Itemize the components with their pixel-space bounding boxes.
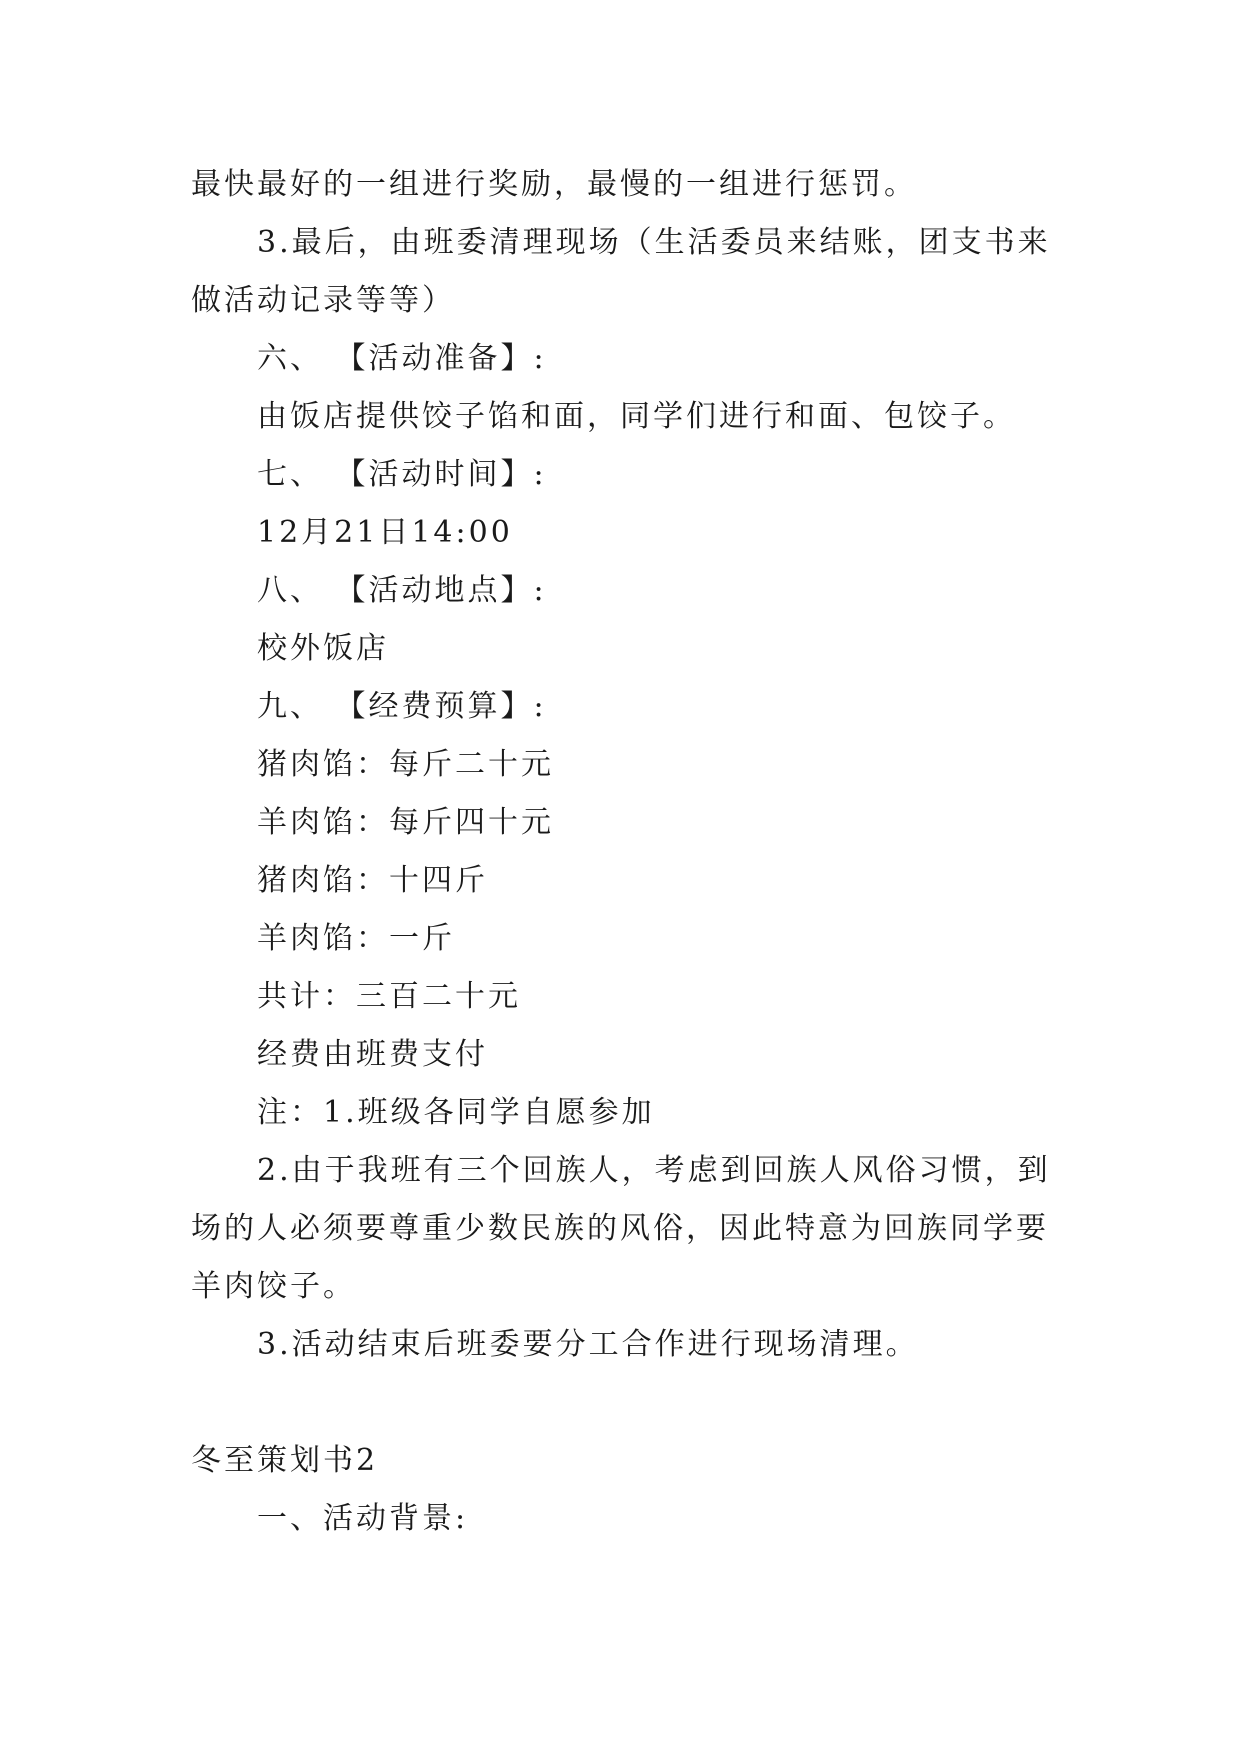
text-line: 2.由于我班有三个回族人，考虑到回族人风俗习惯，到 [257, 1153, 1051, 1188]
text-line: 12月21日14:00 [257, 515, 513, 550]
text-line: 做活动记录等等） [191, 283, 455, 318]
section-heading: 一、活动背景: [257, 1501, 469, 1536]
text-line: 羊肉馅：一斤 [257, 921, 455, 956]
text-line: 猪肉馅：每斤二十元 [257, 747, 554, 782]
text-line: 3.最后，由班委清理现场（生活委员来结账，团支书来 [257, 225, 1051, 260]
section-heading: 六、 【活动准备】: [257, 341, 547, 376]
text-line: 羊肉馅：每斤四十元 [257, 805, 554, 840]
section-heading: 八、 【活动地点】: [257, 573, 547, 608]
text-line: 最快最好的一组进行奖励，最慢的一组进行惩罚。 [191, 167, 917, 202]
text-line: 猪肉馅：十四斤 [257, 863, 488, 898]
text-line: 3.活动结束后班委要分工合作进行现场清理。 [257, 1327, 919, 1362]
section-heading: 七、 【活动时间】: [257, 457, 547, 492]
text-line: 经费由班费支付 [257, 1037, 488, 1072]
text-line: 校外饭店 [257, 631, 389, 666]
text-line: 羊肉饺子。 [191, 1269, 356, 1304]
text-line: 场的人必须要尊重少数民族的风俗，因此特意为回族同学要 [191, 1211, 1049, 1246]
text-line: 注：1.班级各同学自愿参加 [257, 1095, 655, 1130]
section-heading: 九、 【经费预算】: [257, 689, 547, 724]
text-line: 共计：三百二十元 [257, 979, 521, 1014]
text-line: 由饭店提供饺子馅和面，同学们进行和面、包饺子。 [257, 399, 1016, 434]
document-title: 冬至策划书2 [191, 1443, 379, 1478]
